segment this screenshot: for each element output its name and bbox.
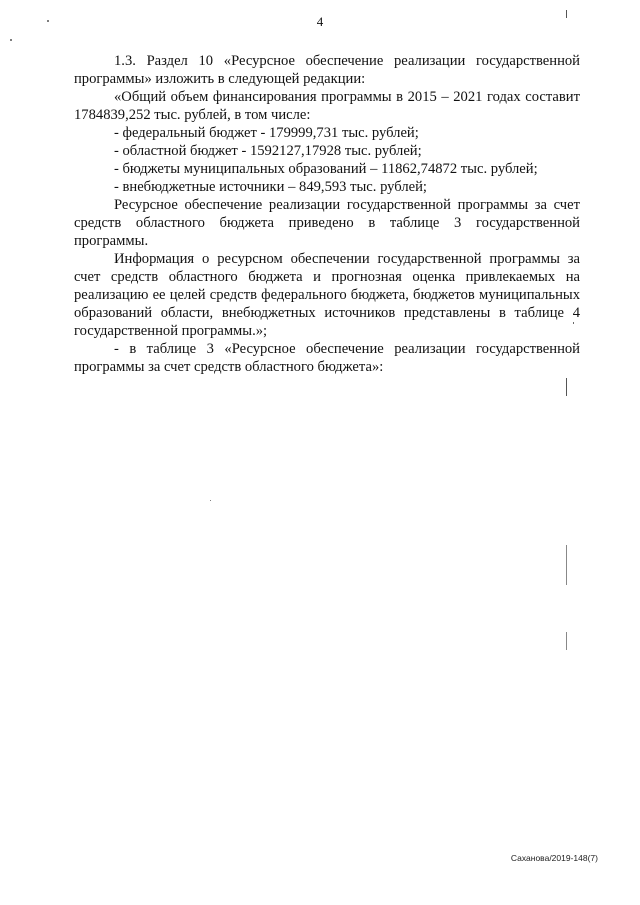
paragraph-table-3-amendment: - в таблице 3 «Ресурсное обеспечение реализации государственной программы за счет средств областного бюджета»: [74, 341, 580, 375]
paragraph-table-3-reference: Ресурсное обеспечение реализации государственной программы за счет средств областного бюджета приведено в таблице 3 государственной программы. [74, 197, 580, 249]
list-item-municipal-budgets: - бюджеты муниципальных образований – 11862,74872 тыс. рублей; [114, 161, 538, 177]
page-number: 4 [316, 14, 324, 29]
footer-document-code: Саханова/2019-148(7) [510, 853, 598, 863]
list-item-federal-budget: - федеральный бюджет - 179999,731 тыс. рублей; [114, 125, 419, 141]
list-item-regional-budget: - областной бюджет - 1592127,17928 тыс. рублей; [114, 143, 422, 159]
scan-speck [47, 20, 49, 22]
document-body [74, 52, 580, 376]
scan-mark [566, 545, 567, 585]
scan-speck [210, 500, 211, 501]
scan-speck [10, 39, 12, 41]
list-item-extrabudgetary: - внебюджетные источники – 849,593 тыс. рублей; [114, 179, 427, 195]
scan-mark [566, 632, 567, 650]
paragraph-section-heading: 1.3. Раздел 10 «Ресурсное обеспечение реализации государственной программы» изложить в следующей редакции: [74, 53, 580, 87]
scan-mark [566, 10, 567, 18]
paragraph-table-4-reference: Информация о ресурсном обеспечении государственной программы за счет средств областного бюджета и прогнозная оценка привлекаемых на реализацию ее целей средств федерального бюджета, бюджетов муниципальных образований области, внебюджетных источников представлены в таблице 4 государственной программы.»; [74, 251, 580, 339]
scan-speck [573, 322, 574, 324]
paragraph-total-financing: «Общий объем финансирования программы в 2015 – 2021 годах составит 1784839,252 тыс. рублей, в том числе: [74, 89, 580, 123]
scan-mark [566, 378, 567, 396]
